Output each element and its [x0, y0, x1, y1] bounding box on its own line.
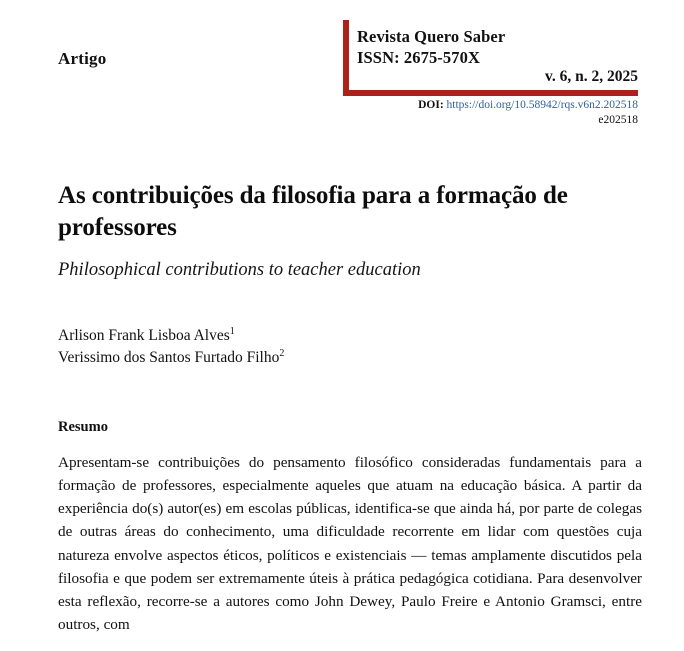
- article-identifier: e202518: [598, 114, 638, 126]
- article-subtitle: Philosophical contributions to teacher education: [58, 260, 421, 280]
- author-name: Arlison Frank Lisboa Alves: [58, 327, 230, 344]
- masthead: [0, 0, 684, 140]
- journal-title: Revista Quero Saber: [357, 27, 506, 46]
- article-type-label: Artigo: [58, 49, 107, 68]
- author-list: [58, 325, 558, 369]
- volume-issue-year: v. 6, n. 2, 2025: [544, 68, 638, 85]
- abstract-section: [58, 419, 642, 651]
- author-entry: [58, 347, 558, 369]
- doi-label: DOI:: [418, 99, 444, 111]
- author-entry: [58, 325, 558, 347]
- accent-horizontal-rule: [343, 90, 638, 96]
- page-title: As contribuições da filosofia para a formação de professores: [58, 181, 568, 242]
- abstract-heading: Resumo: [58, 419, 108, 435]
- doi-line: [300, 99, 638, 111]
- doi-link[interactable]: https://doi.org/10.58942/rqs.v6n2.202518: [446, 99, 638, 111]
- journal-issn: ISSN: 2675-570X: [357, 48, 480, 67]
- abstract-text: Apresentam-se contribuições do pensamento filosófico consideradas fundamentais para a formação de professores, especialmente aqueles que atuam na educação básica. A partir da experiência do(s) autor(es) em escolas públicas, identifica-se que ainda há, por parte de colegas de outras áreas do conhecimento, uma dificuldade recorrente em lidar com questões cuja natureza envolve aspectos éticos, políticos e existenciais — temas amplamente discutidos pela filosofia e que podem ser extremamente úteis à prática pedagógica cotidiana. Para desenvolver esta reflexão, recorre-se a autores como John Dewey, Paulo Freire e Antonio Gramsci, entre outros, com: [58, 454, 642, 633]
- author-affiliation-marker: 1: [229, 325, 235, 337]
- author-name: Verissimo dos Santos Furtado Filho: [58, 349, 280, 366]
- author-affiliation-marker: 2: [279, 347, 285, 359]
